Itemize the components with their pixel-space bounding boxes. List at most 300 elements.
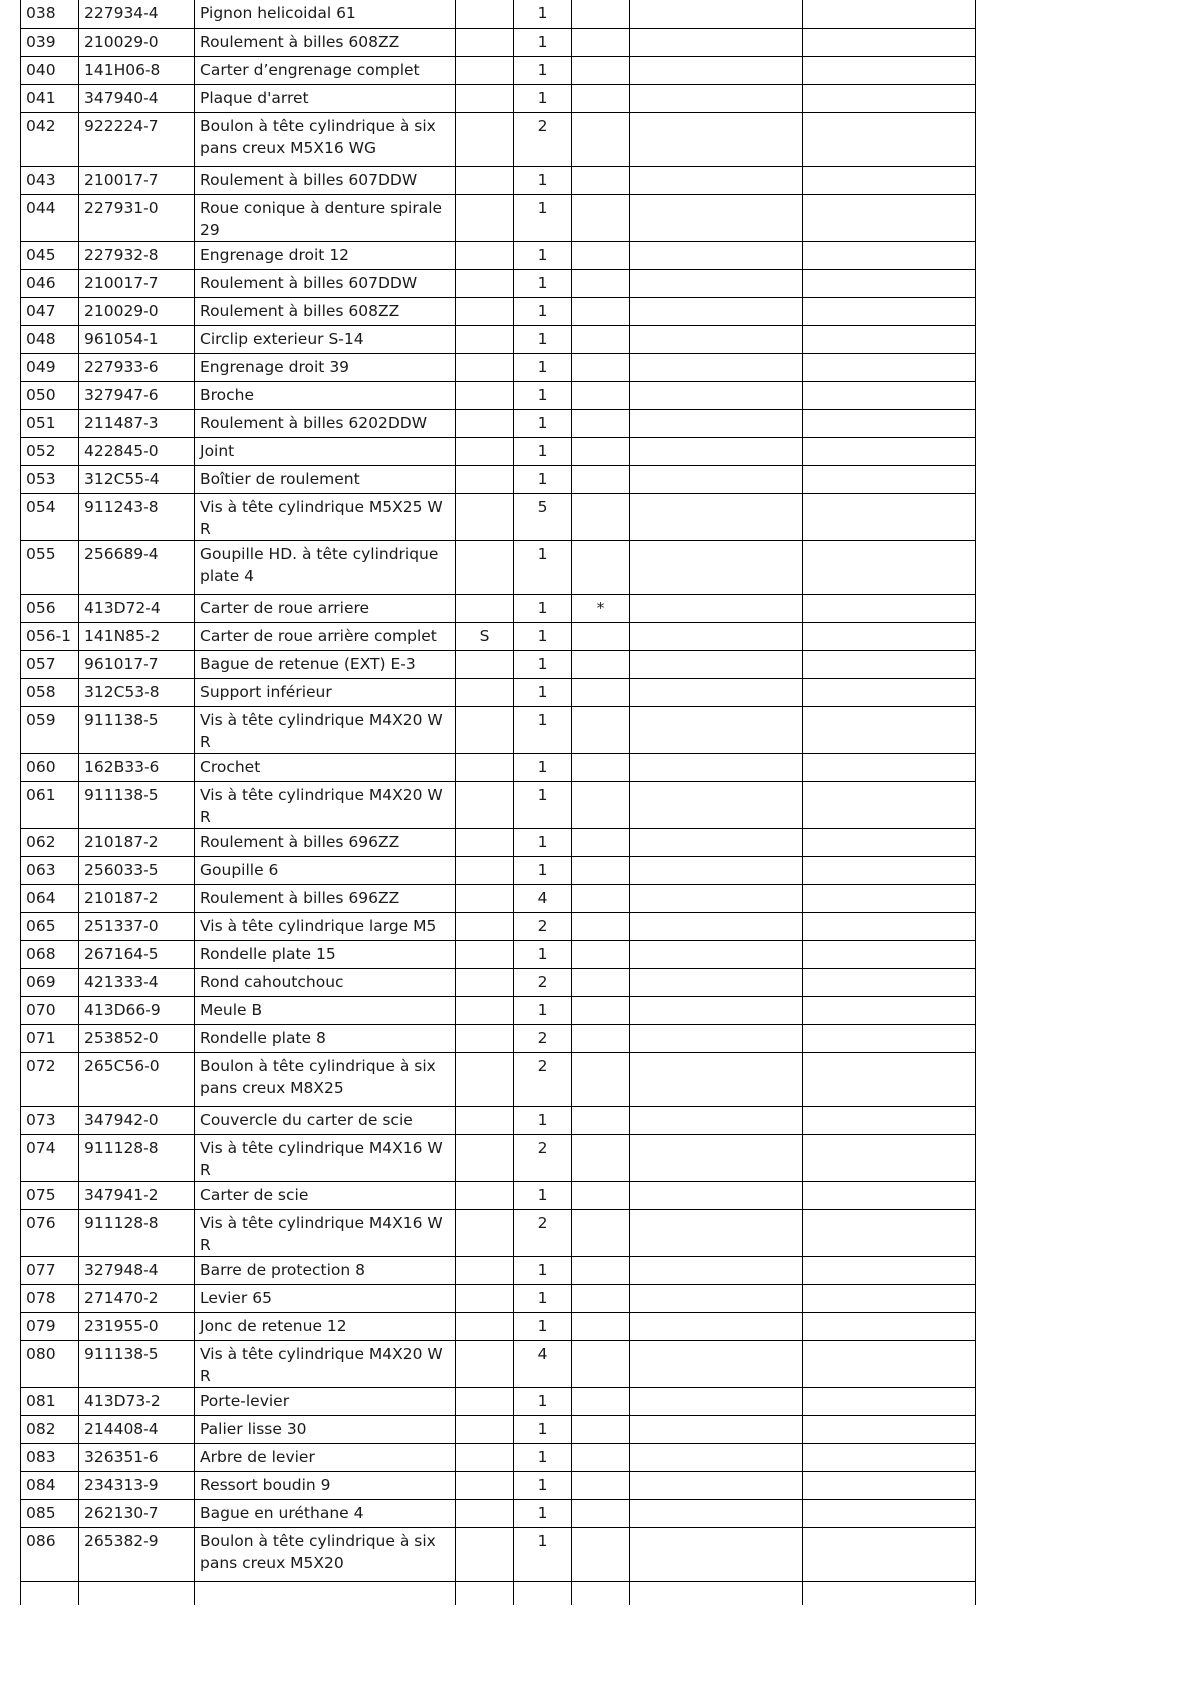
cell-empty	[630, 1284, 803, 1312]
cell-empty	[630, 706, 803, 753]
cell-desc: Goupille 6	[195, 856, 456, 884]
cell-desc: Roulement à billes 607DDW	[195, 269, 456, 297]
table-row	[21, 325, 976, 353]
cell-empty	[803, 269, 976, 297]
cell-note	[456, 968, 514, 996]
cell-ref: 210017-7	[79, 269, 195, 297]
cell-empty	[803, 1527, 976, 1581]
cell-pos: 058	[21, 678, 79, 706]
cell-ref: 911138-5	[79, 781, 195, 828]
table-row	[21, 297, 976, 325]
cell-empty	[630, 325, 803, 353]
cell-mark	[572, 781, 630, 828]
cell-desc: Vis à tête cylindrique M4X20 WR	[195, 706, 456, 753]
cell-ref: 421333-4	[79, 968, 195, 996]
cell-mark	[572, 912, 630, 940]
cell-note	[456, 856, 514, 884]
table-row	[21, 381, 976, 409]
cell-ref: 911138-5	[79, 1340, 195, 1387]
cell-empty	[514, 1581, 572, 1605]
cell-empty	[803, 437, 976, 465]
cell-note	[456, 381, 514, 409]
cell-desc: Palier lisse 30	[195, 1415, 456, 1443]
cell-qty: 1	[514, 269, 572, 297]
cell-desc: Porte-levier	[195, 1387, 456, 1415]
cell-qty: 1	[514, 1527, 572, 1581]
cell-note	[456, 1106, 514, 1134]
cell-empty	[803, 1106, 976, 1134]
cell-qty: 1	[514, 1387, 572, 1415]
cell-qty: 1	[514, 409, 572, 437]
cell-ref: 265C56-0	[79, 1052, 195, 1106]
cell-pos: 055	[21, 540, 79, 594]
cell-qty: 1	[514, 0, 572, 28]
cell-desc: Carter d’engrenage complet	[195, 56, 456, 84]
cell-empty	[630, 1415, 803, 1443]
cell-empty	[803, 1443, 976, 1471]
cell-ref: 413D72-4	[79, 594, 195, 622]
cell-mark	[572, 1181, 630, 1209]
cell-pos: 041	[21, 84, 79, 112]
cell-note	[456, 1471, 514, 1499]
table-row	[21, 493, 976, 540]
cell-qty: 1	[514, 1499, 572, 1527]
cell-mark	[572, 493, 630, 540]
cell-pos: 084	[21, 1471, 79, 1499]
cell-desc: Boîtier de roulement	[195, 465, 456, 493]
cell-qty: 1	[514, 828, 572, 856]
cell-note	[456, 1024, 514, 1052]
cell-empty	[803, 84, 976, 112]
cell-desc: Roulement à billes 6202DDW	[195, 409, 456, 437]
cell-pos: 048	[21, 325, 79, 353]
cell-mark	[572, 1052, 630, 1106]
table-row	[21, 1052, 976, 1106]
cell-qty: 1	[514, 650, 572, 678]
cell-desc: Roulement à billes 608ZZ	[195, 28, 456, 56]
cell-desc: Engrenage droit 39	[195, 353, 456, 381]
cell-empty	[803, 1312, 976, 1340]
cell-empty	[630, 828, 803, 856]
cell-mark	[572, 465, 630, 493]
cell-pos: 070	[21, 996, 79, 1024]
cell-mark	[572, 996, 630, 1024]
cell-mark	[572, 1415, 630, 1443]
cell-ref: 210187-2	[79, 884, 195, 912]
table-row	[21, 1024, 976, 1052]
table-row	[21, 781, 976, 828]
cell-empty	[803, 1471, 976, 1499]
cell-empty	[630, 166, 803, 194]
cell-empty	[803, 0, 976, 28]
table-row	[21, 884, 976, 912]
cell-empty	[630, 1443, 803, 1471]
cell-pos: 053	[21, 465, 79, 493]
cell-desc: Roulement à billes 608ZZ	[195, 297, 456, 325]
cell-empty	[803, 540, 976, 594]
cell-ref: 312C55-4	[79, 465, 195, 493]
cell-qty: 1	[514, 678, 572, 706]
cell-ref: 141N85-2	[79, 622, 195, 650]
cell-pos: 043	[21, 166, 79, 194]
cell-note	[456, 753, 514, 781]
cell-note	[456, 1209, 514, 1256]
cell-qty: 1	[514, 194, 572, 241]
cell-mark	[572, 241, 630, 269]
cell-note	[456, 1443, 514, 1471]
cell-empty	[803, 856, 976, 884]
table-row	[21, 996, 976, 1024]
cell-qty: 2	[514, 1052, 572, 1106]
cell-note	[456, 996, 514, 1024]
cell-empty	[803, 828, 976, 856]
cell-mark	[572, 650, 630, 678]
cell-empty	[630, 269, 803, 297]
cell-desc: Jonc de retenue 12	[195, 1312, 456, 1340]
cell-mark	[572, 269, 630, 297]
cell-pos: 038	[21, 0, 79, 28]
cell-note	[456, 1387, 514, 1415]
cell-empty	[803, 650, 976, 678]
cell-note	[456, 781, 514, 828]
cell-mark	[572, 325, 630, 353]
cell-note	[456, 1134, 514, 1181]
cell-ref: 267164-5	[79, 940, 195, 968]
cell-empty	[630, 1256, 803, 1284]
cell-ref: 347940-4	[79, 84, 195, 112]
cell-ref: 227931-0	[79, 194, 195, 241]
cell-ref: 961017-7	[79, 650, 195, 678]
cell-pos: 080	[21, 1340, 79, 1387]
cell-empty	[803, 112, 976, 166]
cell-mark	[572, 968, 630, 996]
cell-ref: 214408-4	[79, 1415, 195, 1443]
cell-empty	[803, 325, 976, 353]
cell-mark	[572, 56, 630, 84]
cell-empty	[630, 381, 803, 409]
cell-mark	[572, 856, 630, 884]
cell-ref: 413D66-9	[79, 996, 195, 1024]
cell-note	[456, 940, 514, 968]
table-row	[21, 1527, 976, 1581]
cell-qty: 5	[514, 493, 572, 540]
cell-ref: 210017-7	[79, 166, 195, 194]
cell-note	[456, 1256, 514, 1284]
cell-mark: *	[572, 594, 630, 622]
cell-ref: 234313-9	[79, 1471, 195, 1499]
cell-empty	[630, 940, 803, 968]
cell-empty	[630, 1387, 803, 1415]
cell-note	[456, 1284, 514, 1312]
cell-empty	[803, 968, 976, 996]
cell-qty: 1	[514, 1443, 572, 1471]
table-row	[21, 84, 976, 112]
cell-empty	[803, 1052, 976, 1106]
cell-desc: Boulon à tête cylindrique à six pans creux M5X16 WG	[195, 112, 456, 166]
cell-empty	[630, 996, 803, 1024]
cell-empty	[630, 540, 803, 594]
cell-empty	[630, 1581, 803, 1605]
cell-empty	[803, 1181, 976, 1209]
cell-ref: 210029-0	[79, 297, 195, 325]
cell-ref: 327948-4	[79, 1256, 195, 1284]
cell-qty: 1	[514, 856, 572, 884]
cell-note	[456, 884, 514, 912]
cell-ref: 265382-9	[79, 1527, 195, 1581]
cell-mark	[572, 1024, 630, 1052]
cell-ref: 271470-2	[79, 1284, 195, 1312]
cell-empty	[21, 1581, 79, 1605]
cell-empty	[630, 1181, 803, 1209]
cell-mark	[572, 381, 630, 409]
cell-pos: 045	[21, 241, 79, 269]
cell-mark	[572, 884, 630, 912]
cell-note	[456, 912, 514, 940]
cell-empty	[630, 753, 803, 781]
cell-mark	[572, 1284, 630, 1312]
table-row	[21, 1134, 976, 1181]
cell-qty: 1	[514, 28, 572, 56]
cell-ref: 256033-5	[79, 856, 195, 884]
cell-empty	[456, 1581, 514, 1605]
cell-empty	[630, 1340, 803, 1387]
cell-qty: 1	[514, 325, 572, 353]
cell-empty	[803, 56, 976, 84]
cell-note	[456, 1340, 514, 1387]
cell-ref: 141H06-8	[79, 56, 195, 84]
table-row	[21, 1340, 976, 1387]
cell-mark	[572, 753, 630, 781]
table-row	[21, 353, 976, 381]
cell-note	[456, 0, 514, 28]
cell-ref: 911128-8	[79, 1209, 195, 1256]
cell-mark	[572, 706, 630, 753]
cell-empty	[803, 1415, 976, 1443]
cell-note	[456, 437, 514, 465]
cell-desc: Boulon à tête cylindrique à six pans creux M8X25	[195, 1052, 456, 1106]
cell-qty: 1	[514, 1415, 572, 1443]
cell-empty	[803, 1499, 976, 1527]
cell-desc: Couvercle du carter de scie	[195, 1106, 456, 1134]
cell-desc: Rondelle plate 8	[195, 1024, 456, 1052]
table-row	[21, 1387, 976, 1415]
table-row	[21, 706, 976, 753]
table-row	[21, 1181, 976, 1209]
cell-pos: 068	[21, 940, 79, 968]
cell-desc: Carter de roue arrière complet	[195, 622, 456, 650]
table-row	[21, 912, 976, 940]
cell-empty	[803, 1209, 976, 1256]
cell-empty	[630, 437, 803, 465]
table-row	[21, 622, 976, 650]
table-row	[21, 1312, 976, 1340]
cell-mark	[572, 28, 630, 56]
cell-desc: Vis à tête cylindrique M4X20 WR	[195, 781, 456, 828]
cell-note	[456, 828, 514, 856]
cell-mark	[572, 1387, 630, 1415]
cell-ref: 326351-6	[79, 1443, 195, 1471]
cell-note	[456, 594, 514, 622]
cell-pos: 051	[21, 409, 79, 437]
cell-empty	[630, 1527, 803, 1581]
cell-empty	[803, 1256, 976, 1284]
cell-empty	[803, 622, 976, 650]
cell-empty	[803, 706, 976, 753]
cell-empty	[630, 678, 803, 706]
cell-mark	[572, 297, 630, 325]
cell-desc: Bague en uréthane 4	[195, 1499, 456, 1527]
cell-qty: 1	[514, 996, 572, 1024]
cell-pos: 047	[21, 297, 79, 325]
cell-mark	[572, 1134, 630, 1181]
cell-desc: Support inférieur	[195, 678, 456, 706]
cell-note	[456, 297, 514, 325]
cell-qty: 2	[514, 112, 572, 166]
cell-note	[456, 325, 514, 353]
cell-ref: 227933-6	[79, 353, 195, 381]
cell-pos: 062	[21, 828, 79, 856]
cell-pos: 040	[21, 56, 79, 84]
cell-desc: Crochet	[195, 753, 456, 781]
cell-empty	[803, 940, 976, 968]
cell-ref: 911138-5	[79, 706, 195, 753]
cell-desc: Rondelle plate 15	[195, 940, 456, 968]
cell-ref: 911128-8	[79, 1134, 195, 1181]
cell-empty	[803, 28, 976, 56]
cell-desc: Levier 65	[195, 1284, 456, 1312]
cell-pos: 057	[21, 650, 79, 678]
parts-table-body	[21, 0, 976, 1605]
table-row	[21, 56, 976, 84]
cell-mark	[572, 1312, 630, 1340]
cell-pos: 049	[21, 353, 79, 381]
cell-qty: 1	[514, 1284, 572, 1312]
cell-mark	[572, 1209, 630, 1256]
cell-note	[456, 1052, 514, 1106]
cell-pos: 075	[21, 1181, 79, 1209]
cell-empty	[630, 409, 803, 437]
cell-pos: 061	[21, 781, 79, 828]
cell-qty: 1	[514, 84, 572, 112]
cell-empty	[79, 1581, 195, 1605]
cell-desc: Bague de retenue (EXT) E-3	[195, 650, 456, 678]
cell-empty	[630, 594, 803, 622]
cell-ref: 227934-4	[79, 0, 195, 28]
table-row	[21, 828, 976, 856]
cell-qty: 1	[514, 353, 572, 381]
cell-empty	[630, 112, 803, 166]
cell-empty	[803, 884, 976, 912]
cell-qty: 1	[514, 381, 572, 409]
cell-desc: Meule B	[195, 996, 456, 1024]
cell-mark	[572, 1471, 630, 1499]
cell-qty: 1	[514, 753, 572, 781]
cell-pos: 060	[21, 753, 79, 781]
cell-empty	[803, 297, 976, 325]
cell-ref: 911243-8	[79, 493, 195, 540]
cell-qty: 2	[514, 1134, 572, 1181]
cell-pos: 073	[21, 1106, 79, 1134]
cell-empty	[803, 1024, 976, 1052]
cell-pos: 071	[21, 1024, 79, 1052]
cell-desc: Vis à tête cylindrique M4X16 WR	[195, 1134, 456, 1181]
cell-mark	[572, 1499, 630, 1527]
cell-qty: 4	[514, 1340, 572, 1387]
cell-empty	[630, 1134, 803, 1181]
cell-note	[456, 56, 514, 84]
cell-pos: 046	[21, 269, 79, 297]
cell-pos: 056-1	[21, 622, 79, 650]
cell-mark	[572, 1256, 630, 1284]
cell-desc: Pignon helicoidal 61	[195, 0, 456, 28]
cell-empty	[630, 1106, 803, 1134]
cell-empty	[630, 968, 803, 996]
cell-qty: 1	[514, 1256, 572, 1284]
cell-note	[456, 28, 514, 56]
table-row	[21, 1471, 976, 1499]
cell-empty	[803, 1581, 976, 1605]
cell-desc: Carter de roue arriere	[195, 594, 456, 622]
table-row	[21, 594, 976, 622]
cell-mark	[572, 678, 630, 706]
cell-ref: 162B33-6	[79, 753, 195, 781]
cell-pos: 074	[21, 1134, 79, 1181]
cell-mark	[572, 437, 630, 465]
cell-qty: 1	[514, 1312, 572, 1340]
cell-mark	[572, 622, 630, 650]
cell-empty	[630, 28, 803, 56]
table-row	[21, 0, 976, 28]
cell-note	[456, 1415, 514, 1443]
cell-empty	[803, 1340, 976, 1387]
cell-mark	[572, 1340, 630, 1387]
cell-qty: 1	[514, 594, 572, 622]
cell-desc: Broche	[195, 381, 456, 409]
cell-ref: 227932-8	[79, 241, 195, 269]
cell-empty	[803, 353, 976, 381]
cell-empty	[630, 1209, 803, 1256]
cell-ref: 211487-3	[79, 409, 195, 437]
cell-desc: Roulement à billes 607DDW	[195, 166, 456, 194]
table-row	[21, 194, 976, 241]
cell-desc: Roulement à billes 696ZZ	[195, 828, 456, 856]
cell-desc: Engrenage droit 12	[195, 241, 456, 269]
table-row	[21, 1415, 976, 1443]
cell-qty: 4	[514, 884, 572, 912]
cell-mark	[572, 194, 630, 241]
cell-empty	[803, 493, 976, 540]
cell-empty	[630, 856, 803, 884]
table-row	[21, 650, 976, 678]
cell-note	[456, 706, 514, 753]
cell-pos: 056	[21, 594, 79, 622]
table-row	[21, 437, 976, 465]
cell-empty	[803, 409, 976, 437]
cell-note	[456, 465, 514, 493]
cell-pos: 086	[21, 1527, 79, 1581]
cell-desc: Barre de protection 8	[195, 1256, 456, 1284]
parts-table	[20, 0, 976, 1605]
cell-empty	[803, 594, 976, 622]
cell-pos: 052	[21, 437, 79, 465]
cell-note	[456, 112, 514, 166]
cell-qty: 1	[514, 1106, 572, 1134]
cell-mark	[572, 540, 630, 594]
cell-empty	[803, 912, 976, 940]
cell-note	[456, 540, 514, 594]
cell-ref: 922224-7	[79, 112, 195, 166]
cell-qty: 1	[514, 622, 572, 650]
